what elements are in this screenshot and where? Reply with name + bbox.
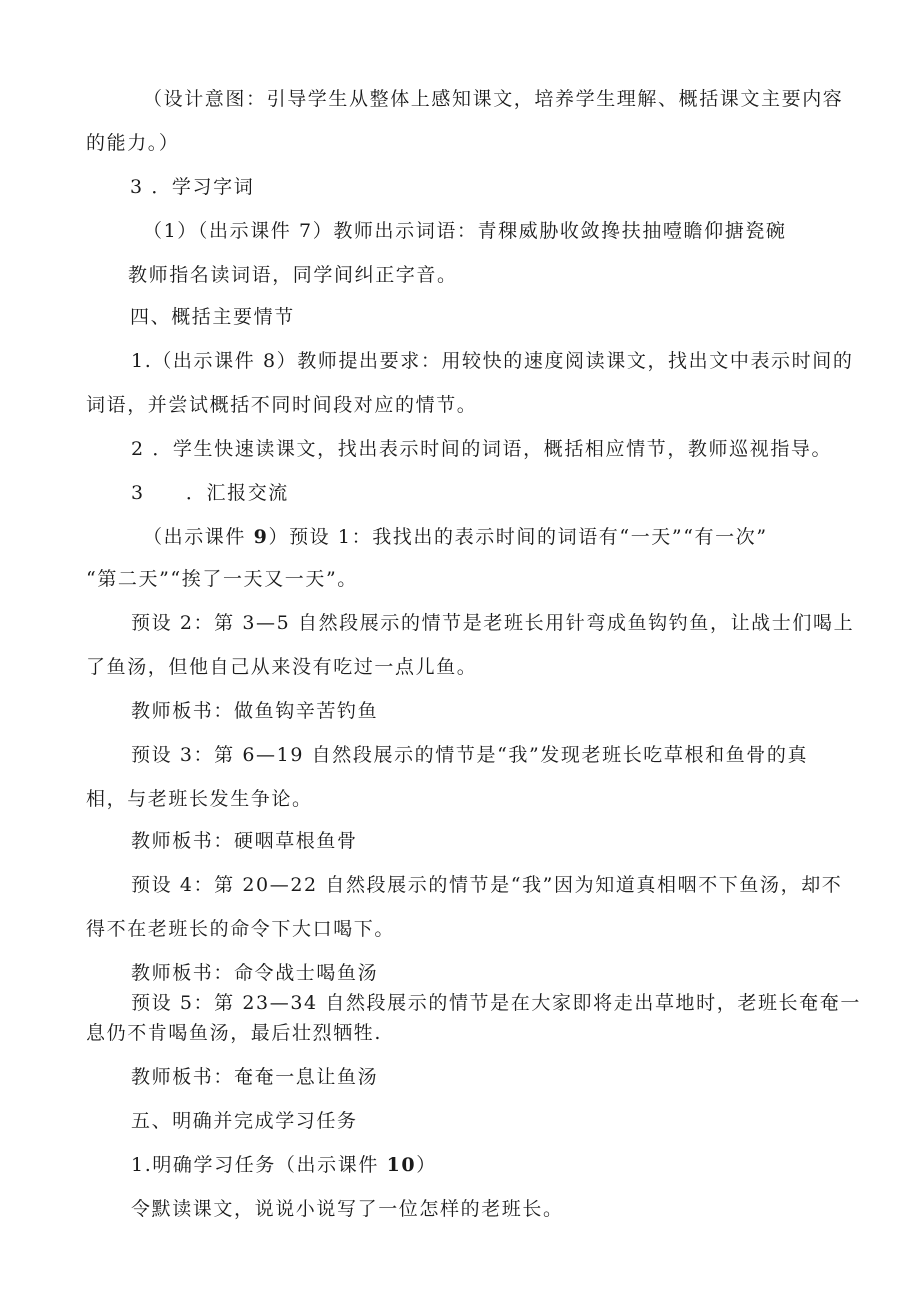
text-line: 词语，并尝试概括不同时间段对应的情节。 (86, 394, 478, 416)
section-heading: 3 ．汇报交流 (131, 482, 289, 504)
text-line: 了鱼汤，但他自己从来没有吃过一点儿鱼。 (86, 656, 478, 678)
text-line: “第二天”“挨了一天又一天”。 (86, 568, 358, 590)
board-note: 教师板书：命令战士喝鱼汤 (131, 962, 379, 984)
text-line: 的能力。） (86, 132, 180, 154)
text-line: 预设 3：第 6—19 自然段展示的情节是“我”发现老班长吃草根和鱼骨的真 (131, 744, 809, 766)
text-line: 预设 4：第 20—22 自然段展示的情节是“我”因为知道真相咽不下鱼汤，却不 (131, 874, 843, 896)
section-heading: 四、概括主要情节 (130, 306, 295, 328)
text-line: （设计意图：引导学生从整体上感知课文，培养学生理解、概括课文主要内容 (143, 88, 844, 110)
board-note: 教师板书：奄奄一息让鱼汤 (131, 1066, 379, 1088)
text-line: 得不在老班长的命令下大口喝下。 (86, 918, 396, 940)
text-line: 1.（出示课件 8）教师提出要求：用较快的速度阅读课文，找出文中表示时间的 (131, 350, 854, 372)
section-heading: 3 ．学习字词 (130, 176, 255, 198)
text-segment: 1.明确学习任务（出示课件 (131, 1154, 387, 1176)
text-line: 2 ．学生快速读课文，找出表示时间的词语，概括相应情节，教师巡视指导。 (131, 438, 833, 460)
text-line: 息仍不肯喝鱼汤，最后壮烈牺牲. (86, 1022, 383, 1044)
text-line: 相，与老班长发生争论。 (86, 788, 313, 810)
section-heading: 五、明确并完成学习任务 (131, 1110, 358, 1132)
text-segment: ） (416, 1154, 437, 1176)
text-segment: ）预设 1：我找出的表示时间的词语有“一天”“有一次” (268, 526, 768, 548)
slide-number: 9 (253, 526, 269, 548)
text-line (143, 525, 768, 549)
slide-number: 10 (386, 1154, 417, 1176)
text-line (131, 1153, 437, 1177)
text-line: 预设 5：第 23—34 自然段展示的情节是在大家即将走出草地时，老班长奄奄一 (131, 992, 861, 1014)
text-line: 教师指名读词语，同学间纠正字音。 (128, 264, 458, 286)
text-line: （1）（出示课件 7）教师出示词语：青稞威胁收敛搀扶抽噎瞻仰搪瓷碗 (143, 220, 787, 242)
text-segment: （出示课件 (143, 526, 254, 548)
board-note: 教师板书：硬咽草根鱼骨 (131, 830, 358, 852)
text-line: 令默读课文，说说小说写了一位怎样的老班长。 (131, 1198, 564, 1220)
text-line: 预设 2：第 3—5 自然段展示的情节是老班长用针弯成鱼钩钓鱼，让战士们喝上 (131, 612, 855, 634)
board-note: 教师板书：做鱼钩辛苦钓鱼 (131, 700, 379, 722)
